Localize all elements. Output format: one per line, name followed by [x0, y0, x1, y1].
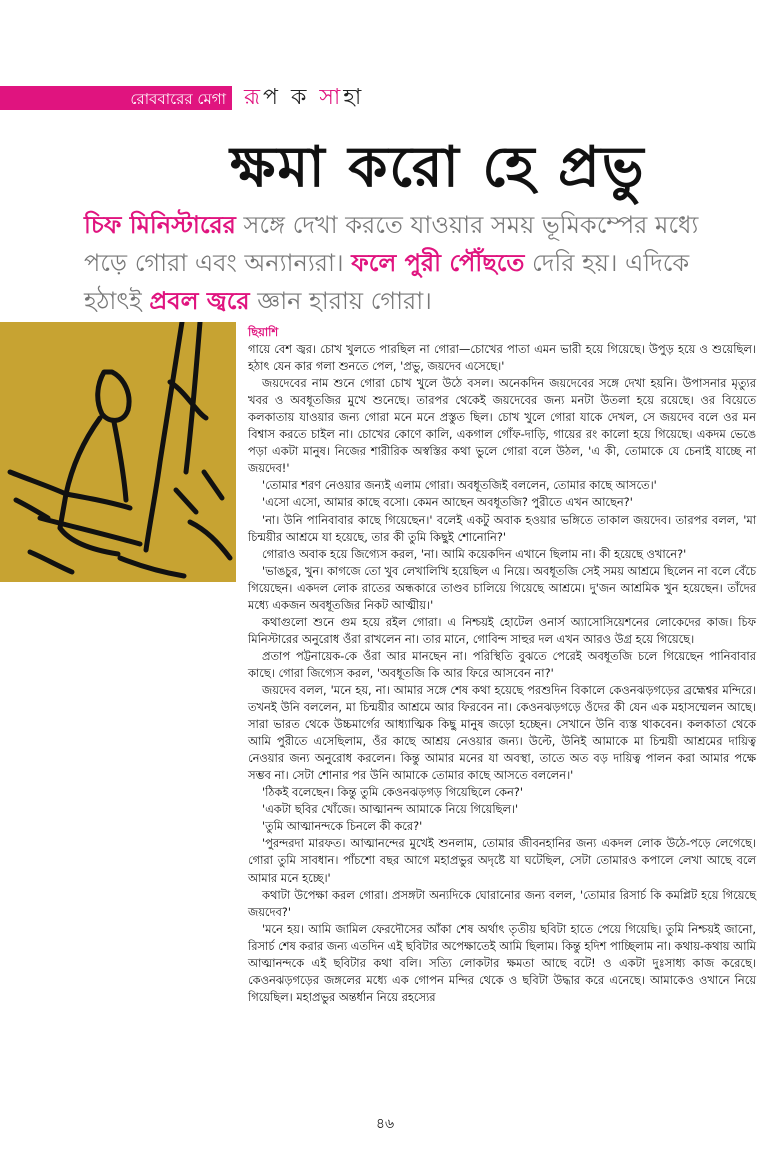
seated-figure-sketch — [0, 322, 236, 582]
story-paragraph: 'ভাঙচুর, খুন। কাগজে তো খুব লেখালিখি হয়েছিল এ নিয়ে। অবধূতজি সেই সময় আশ্রমে ছিলেন না বলে বেঁচে গিয়েছেন। একদল লোক রাতের অন্ধকারে তাণ্ডব চালিয়ে গিয়েছে আশ্রমে। দু'জন আশ্রমিক খুন হয়েছেন। তাঁদের মধ্যে একজন অবধূতজির নিকট আত্মীয়।' — [248, 563, 756, 612]
story-paragraph: 'মনে হয়। আমি জামিল ফেরদৌসের আঁকা শেষ অর্থাৎ তৃতীয় ছবিটা হাতে পেয়ে গিয়েছি। তুমি নিশ্চয়ই জানো, রিসার্চ শেষ করার জন্য এতদিন এই ছবিটার অপেক্ষাতেই আমি ছিলাম। কিন্তু হদিশ পাচ্ছিলাম না। কথায়-কথায় আমি আত্মানন্দকে এই ছবিটার কথা বলি। সত্যি লোকটার ক্ষমতা আছে বটে! ও একটা দুঃসাধ্য কাজ করেছে। কেওনঝড়গড়ের জঙ্গলের মধ্যে এক গোপন মন্দির থেকে ও ছবিটা উদ্ধার করে এনেছে। আমাকেও ওখানে নিয়ে গিয়েছিল। মহাপ্রভুর অন্তর্ধান নিয়ে রহস্যের — [248, 921, 756, 1004]
story-title: ক্ষমা করো হে প্রভু — [230, 135, 646, 200]
lede-highlight-2: ফলে পুরী পৌঁছতে — [351, 249, 525, 277]
story-paragraph: কথাগুলো শুনে গুম হয়ে রইল গোরা। এ নিশ্চয়ই হোটেল ওনার্স অ্যাসোসিয়েশনের লোকেদের কাজ। চিফ মিনিস্টারের অনুরোধ ওঁরা রাখলেন না। তার মানে, গোবিন্দ সাহুর দল এখন আরও উগ্র হয়ে গিয়েছে। — [248, 614, 756, 646]
story-paragraph: গায়ে বেশ জ্বর। চোখ খুলতে পারছিল না গোরা—চোখের পাতা এমন ভারী হয়ে গিয়েছে। উপুড় হয়ে ও শুয়েছিল। হঠাৎ যেন কার গলা শুনতে পেল, 'প্রভু, জয়দেব এসেছে।' — [248, 342, 756, 374]
story-body — [248, 324, 756, 1006]
lede-text-3: জ্ঞান হারায় গোরা। — [249, 287, 432, 315]
lede-text-1: সঙ্গে দেখা করতে যাওয়ার সময় ভূমিকম্পের মধ্যে পড়ে গোরা এবং অন্যান্যরা। — [84, 211, 699, 277]
chapter-number: ছিয়াশি — [248, 325, 279, 339]
story-paragraph: জয়দেব বলল, 'মনে হয়, না। আমার সঙ্গে শেষ কথা হয়েছে পরশুদিন বিকালে কেওনঝড়গড়ের ব্রহ্মেশ্বর মন্দিরে। তখনই উনি বললেন, মা চিন্ময়ীর আশ্রমে আর ফিরবেন না। কেওনঝড়গড়ে ওঁদের কী যেন এক মহাসম্মেলন আছে। সারা ভারত থেকে উচ্চমার্গের আধ্যাত্মিক কিছু মানুষ জড়ো হচ্ছেন। সেখানে উনি ব্যস্ত থাকবেন। কলকাতা থেকে আমি পুরীতে এসেছিলাম, ওঁর কাছে আশ্রয় নেওয়ার জন্য। উল্টে, উনিই আমাকে মা চিন্ময়ী আশ্রমের দায়িত্ব নেওয়ার জন্য অনুরোধ করলেন। কিন্তু আমার মনের যা অবস্থা, তাতে অত বড় দায়িত্ব পালন করা আমার পক্ষে সম্ভব না। সেটা শোনার পর উনি আমাকে তোমার কাছে আসতে বললেন।' — [248, 682, 756, 783]
author-name — [244, 80, 364, 117]
story-paragraph: 'একটা ছবির খোঁজে। আত্মানন্দ আমাকে নিয়ে গিয়েছিল।' — [262, 802, 519, 817]
author-part-2: প ক — [263, 85, 320, 110]
story-paragraph: 'ঠিকই বলেছেন। কিন্তু তুমি কেওনঝড়গড় গিয়েছিলে কেন?' — [262, 785, 523, 800]
author-part-4: হা — [343, 85, 365, 110]
story-paragraph: প্রতাপ পট্টনায়েক-কে ওঁরা আর মানছেন না। পরিস্থিতি বুঝতে পেরেই অবধূতজি চলে গিয়েছেন পানিবাবার কাছে। গোরা জিগ্যেস করল, 'অবধূতজি কি আর ফিরে আসবেন না?' — [248, 648, 756, 680]
lede-highlight-1: চিফ মিনিস্টারের — [84, 211, 236, 239]
story-paragraph: জয়দেবের নাম শুনে গোরা চোখ খুলে উঠে বসল। অনেকদিন জয়দেবের সঙ্গে দেখা হয়নি। উপাসনার মৃত্যুর খবর ও অবধূতজির মুখে শুনেছে। তারপর থেকেই জয়দেবের জন্য মনটা উতলা হয়ে রয়েছে। ওর বিয়েতে কলকাতায় যাওয়ার জন্য গোরা মনে মনে প্রস্তুত ছিল। চোখ খুলে গোরা যাকে দেখল, সে জয়দেব বলে ওর মন বিশ্বাস করতে চাইল না। চোখের কোণে কালি, একগাল গোঁফ-দাড়ি, গায়ের রং কালো হয়ে গিয়েছে। একদম ভেঙে পড়া একটা মানুষ। নিজের শারীরিক অস্বস্তির কথা ভুলে গোরা বলে উঠল, 'এ কী, তোমাকে যে চেনাই যাচ্ছে না জয়দেব!' — [248, 376, 756, 476]
lede-text-2: দেরি হয়। এদিকে হঠাৎই — [84, 249, 690, 315]
series-label: রোববারের মেগা — [130, 90, 226, 108]
lede-summary — [84, 206, 724, 320]
series-banner — [0, 86, 232, 110]
story-paragraph: 'তোমার শরণ নেওয়ার জন্যই এলাম গোরা। অবধূতজিই বললেন, তোমার কাছে আসতে।' — [262, 478, 657, 493]
author-part-3: সা — [319, 85, 344, 110]
story-paragraph: 'না। উনি পানিবাবার কাছে গিয়েছেন।' বলেই একটু অবাক হওয়ার ভঙ্গিতে তাকাল জয়দেব। তারপর বলল, 'মা চিন্ময়ীর আশ্রমে যা হয়েছে, তার কী তুমি কিছুই শোনোনি?' — [248, 512, 756, 544]
author-part-1: রূ — [244, 85, 264, 110]
story-paragraph: 'তুমি আত্মানন্দকে চিনলে কী করে?' — [262, 819, 423, 834]
page-number: ৪৬ — [375, 1116, 395, 1132]
story-paragraph: কথাটা উপেক্ষা করল গোরা। প্রসঙ্গটা অন্যদিকে ঘোরানোর জন্য বলল, 'তোমার রিসার্চ কি কমপ্লিট হয়ে গিয়েছে জয়দেব?' — [248, 887, 756, 919]
story-paragraph: 'পুরন্দরদা মারফত। আত্মানন্দের মুখেই শুনলাম, তোমার জীবনহানির জন্য একদল লোক উঠে-পড়ে লেগেছে। গোরা তুমি সাবধান। পাঁচশো বছর আগে মহাপ্রভুর অদৃষ্টে যা ঘটেছিল, সেটা তোমারও কপালে লেখা আছে বলে আমার মনে হচ্ছে।' — [248, 836, 756, 885]
story-paragraph: 'এসো এসো, আমার কাছে বসো। কেমন আছেন অবধূতজি? পুরীতে এখন আছেন?' — [262, 495, 633, 510]
lede-highlight-3: প্রবল জ্বরে — [149, 287, 250, 315]
story-illustration — [0, 322, 236, 582]
story-paragraph: গোরাও অবাক হয়ে জিগ্যেস করল, 'না। আমি কয়েকদিন এখানে ছিলাম না। কী হয়েছে ওখানে?' — [262, 546, 687, 561]
